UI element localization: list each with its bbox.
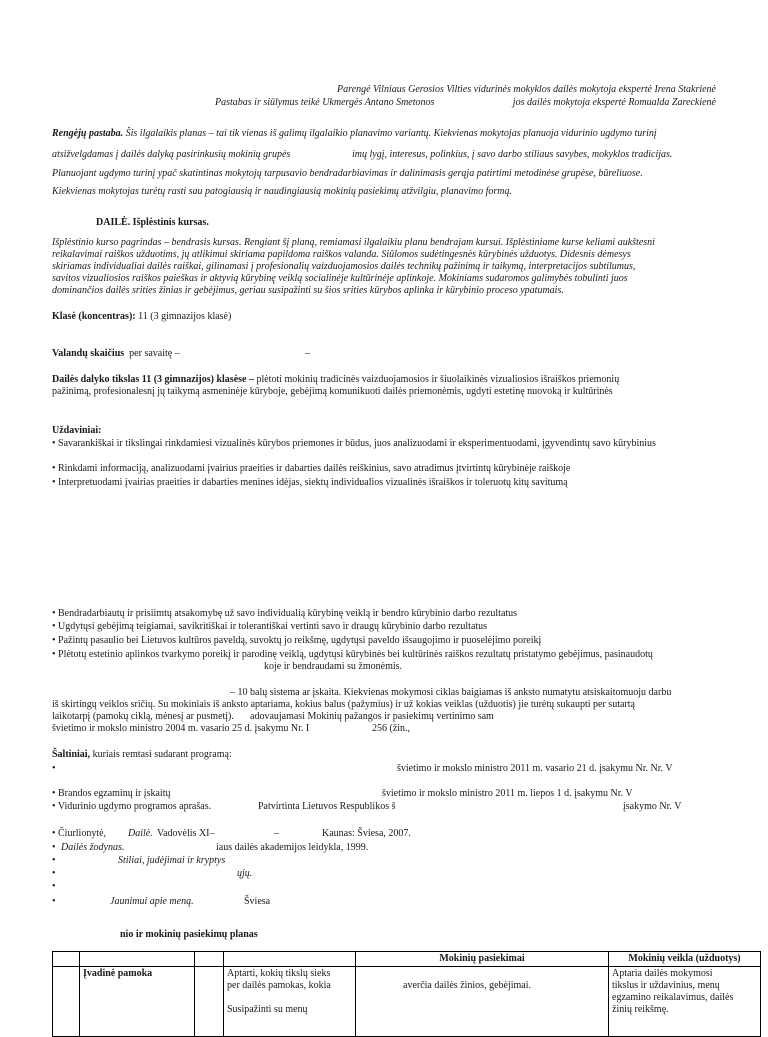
- source-6b: Stiliai, judėjimai ir kryptys: [118, 855, 226, 866]
- table-cell: [224, 952, 356, 967]
- goal-line-2: pažinimą, profesionalesnį jų taikymą asmeninėje kūryboje, gebėjimą komunikuoti dailės priemonėmis, ugdyti estetinę nuovoką ir kultūrinės: [52, 386, 613, 397]
- task-4: • Bendradarbiautų ir prisiimtų atsakomybę už savo individualią kūrybinę veiklą ir bendro kūrybinio darbo rezultatus: [52, 608, 518, 619]
- row-content: [224, 967, 356, 1037]
- header-achievements: Mokinių pasiekimai: [356, 952, 609, 967]
- source-5b: Dailės žodynas.: [61, 842, 125, 853]
- row-activity-line: egzamino reikalavimus, dailės: [612, 992, 734, 1003]
- table-cell: [195, 967, 224, 1037]
- table-cell: [195, 952, 224, 967]
- course-line-4: savitos vizualiosios raiškos paieškas ir aktyvią kūrybinę veiklą socialinėje kultūrinėje aplinkoje. Mokiniams sudaromos galimybės tobulinti juos: [52, 273, 628, 284]
- course-line-1: Išplėstinio kurso pagrindas – bendrasis kursas. Rengiant šį planą, remiamasi ilgalaikiu planu bendrajam kursui. Išplėstiniame kurse keliami aukštesni: [52, 237, 655, 248]
- assessment-line-3b: adovaujamasi Mokinių pažangos ir pasiekimų vertinimo sam: [250, 711, 494, 722]
- note-line-3: Planuojant ugdymo turinį ypač skatintinas mokytojų tarpusavio bendradarbiavimas ir dalinimasis gerąja patirtimi metodinėse grupėse, būreliuose.: [52, 168, 643, 179]
- task-1: • Savarankiškai ir tikslingai rinkdamiesi vizualinės kūrybos priemones ir būdus, juos analizuodami ir eksperimentuodami, įgyvendintų savo kūrybinius: [52, 438, 656, 449]
- hours-label: Valandų skaičius: [52, 348, 125, 359]
- source-4e: Kaunas: Šviesa, 2007.: [322, 828, 411, 839]
- source-9-bullet: •: [52, 896, 56, 907]
- row-activity-line: žinių reikšmę.: [612, 1004, 669, 1015]
- note-line-2a: atsižvelgdamas į dailės dalyką pasirinkusių mokinių grupės: [52, 149, 291, 160]
- source-5c: iaus dailės akademijos leidykla, 1999.: [216, 842, 369, 853]
- task-2: • Rinkdami informaciją, analizuodami įvairius praeities ir dabarties dailės reiškinius, savo atradimus įtvirtintų kūrybinėje raiškoje: [52, 463, 571, 474]
- row-achievements: [356, 967, 609, 1037]
- table-header-row: [53, 952, 761, 967]
- course-line-5: dominančios dailės srities žinias ir gebėjimus, geriau susipažinti su šios srities kūrybos aplinka ir kūrybinio proceso ypatumais.: [52, 285, 564, 296]
- source-2a: • Brandos egzaminų ir įskaitų: [52, 788, 171, 799]
- assessment-line-2: iš skirtingų veiklos sričių. Su mokiniais iš anksto aptariama, kokius balus (pažymius) ir už kokias veiklas (užduotis) jie turėtų sukaupti per sutartą: [52, 699, 635, 710]
- source-1-text: švietimo ir mokslo ministro 2011 m. vasario 21 d. įsakymu Nr. Nr. V: [397, 763, 673, 774]
- row-activity-line: tikslus ir uždavinius, menų: [612, 980, 720, 991]
- note-line-4: Kiekvienas mokytojas turėtų rasti sau patogiausią ir naudingiausią mokinių pasiekimų atžvilgiu, planavimo formą.: [52, 186, 512, 197]
- source-2b: švietimo ir mokslo ministro 2011 m. liepos 1 d. įsakymu Nr. V: [382, 788, 633, 799]
- source-4d: –: [274, 828, 279, 839]
- source-3b: Patvirtinta Lietuvos Respublikos š: [258, 801, 396, 812]
- header-reviewer: Pastabas ir siūlymus teikė Ukmergės Antano Smetonos: [215, 97, 435, 108]
- tasks-label: Uždaviniai:: [52, 425, 102, 436]
- source-4c: Vadovėlis XI–: [157, 828, 215, 839]
- table-row: [53, 967, 761, 1037]
- plan-table: [52, 951, 761, 1037]
- task-7b: koje ir bendraudami su žmonėmis.: [264, 661, 403, 672]
- source-8-bullet: •: [52, 881, 56, 892]
- task-3: • Interpretuodami įvairias praeities ir dabarties menines idėjas, siektų individualios vizualinės išraiškos ir toleruotų kitų savitumą: [52, 477, 568, 488]
- class-label: Klasė (koncentras):: [52, 311, 136, 322]
- assessment-line-4b: 256 (žin.,: [372, 723, 411, 734]
- note-text-1: Šis ilgalaikis planas – tai tik vienas iš galimų ilgalaikio planavimo variantų. Kiekvienas mokytojas planuoja vidurinio ugdymo turinį: [125, 128, 657, 139]
- header-author: Parengė Vilniaus Gerosios Vilties vidurinės mokyklos dailės mokytoja ekspertė Irena Stakrienė: [337, 84, 716, 95]
- row-activity: [609, 967, 761, 1037]
- row-content-line: Susipažinti su menų: [227, 1004, 308, 1015]
- source-5-bullet: •: [52, 842, 56, 853]
- row-achievements-text: averčia dailės žinios, gebėjimai.: [403, 980, 532, 991]
- assessment-line-1: – 10 balų sistema ar įskaita. Kiekvienas mokymosi ciklas baigiamas iš anksto numatytu atsiskaitomuoju darbu: [230, 687, 672, 698]
- row-content-line: Aptarti, kokių tikslų sieks: [227, 968, 331, 979]
- goal-label: Dailės dalyko tikslas 11 (3 gimnazijos) klasėse –: [52, 374, 254, 385]
- source-9c: Šviesa: [244, 896, 271, 907]
- source-3a: • Vidurinio ugdymo programos aprašas.: [52, 801, 212, 812]
- assessment-line-4a: švietimo ir mokslo ministro 2004 m. vasario 25 d. įsakymu Nr. I: [52, 723, 310, 734]
- source-1-bullet: •: [52, 763, 56, 774]
- hours-per-week: per savaitę –: [129, 348, 180, 359]
- note-line-1: [52, 128, 657, 140]
- row-activity-line: Aptaria dailės mokymosi: [612, 968, 713, 979]
- note-label: Rengėjų pastaba.: [52, 128, 124, 139]
- spacer: [227, 992, 352, 1004]
- note-line-2b: imų lygį, interesus, polinkius, į savo darbo stiliaus savybes, mokyklos tradicijas.: [352, 149, 673, 160]
- course-line-2: reikalavimai raiškos užduotims, jų atlikimui skiriama papildoma raiškos valanda. Siūlomos sudėtingesnės kūrybinės užduotys. Didesnis dėmesys: [52, 249, 631, 260]
- hours-dash: –: [305, 348, 310, 359]
- course-title: DAILĖ. Išplėstinis kursas.: [96, 217, 209, 228]
- source-3c: įsakymo Nr. V: [623, 801, 682, 812]
- source-4a: • Čiurlionytė,: [52, 828, 107, 839]
- source-7b: ųjų.: [237, 868, 253, 879]
- sources-heading: [52, 749, 232, 761]
- class-line: [52, 311, 231, 323]
- row-topic: Įvadinė pamoka: [80, 967, 195, 1037]
- source-7-bullet: •: [52, 868, 56, 879]
- header-reviewer-2: jos dailės mokytoja ekspertė Romualda Zareckienė: [512, 97, 716, 108]
- assessment-line-3a: laikotarpį (pamokų ciklą, mėnesį ar pusmetį).: [52, 711, 234, 722]
- course-line-3: skiriamas individualiai dailės raiškai, gilinamasi į profesionalių vaizduojamosios dailės technikų pažinimą ir taikymą, interpretacijos subtilumus,: [52, 261, 636, 272]
- row-content-line: per dailės pamokas, kokia: [227, 980, 331, 991]
- source-6-bullet: •: [52, 855, 56, 866]
- goal-line-1: [52, 374, 619, 386]
- sources-label: Šaltiniai,: [52, 749, 91, 760]
- table-cell: [53, 952, 80, 967]
- source-9b: Jaunimui apie meną.: [110, 896, 194, 907]
- table-cell: [80, 952, 195, 967]
- hours-line: [52, 348, 180, 360]
- header-activity: Mokinių veikla (užduotys): [609, 952, 761, 967]
- class-value: 11 (3 gimnazijos klasė): [138, 311, 232, 322]
- sources-label-2: kuriais remtasi sudarant programą:: [92, 749, 232, 760]
- table-cell: [53, 967, 80, 1037]
- task-7a: • Plėtotų estetinio aplinkos tvarkymo poreikį ir parodinę veiklą, ugdytųsi kūrybinės bei kultūrinės raiškos rezultatų pristatymo gebėjimus, pasinaudotų: [52, 649, 653, 660]
- task-5: • Ugdytųsi gebėjimą teigiamai, savikritiškai ir tolerantiškai vertinti savo ir draugų kūrybinio darbo rezultatus: [52, 621, 488, 632]
- goal-text-1: plėtoti mokinių tradicinės vaizduojamosios ir šiuolaikinės vizualiosios išraiškos priemonių: [256, 374, 620, 385]
- source-4b: Dailė.: [128, 828, 153, 839]
- plan-title: nio ir mokinių pasiekimų planas: [120, 929, 258, 940]
- task-6: • Pažintų pasaulio bei Lietuvos kultūros paveldą, suvoktų jo reikšmę, ugdytųsi paveldo išsaugojimo ir puoselėjimo poreikį: [52, 635, 542, 646]
